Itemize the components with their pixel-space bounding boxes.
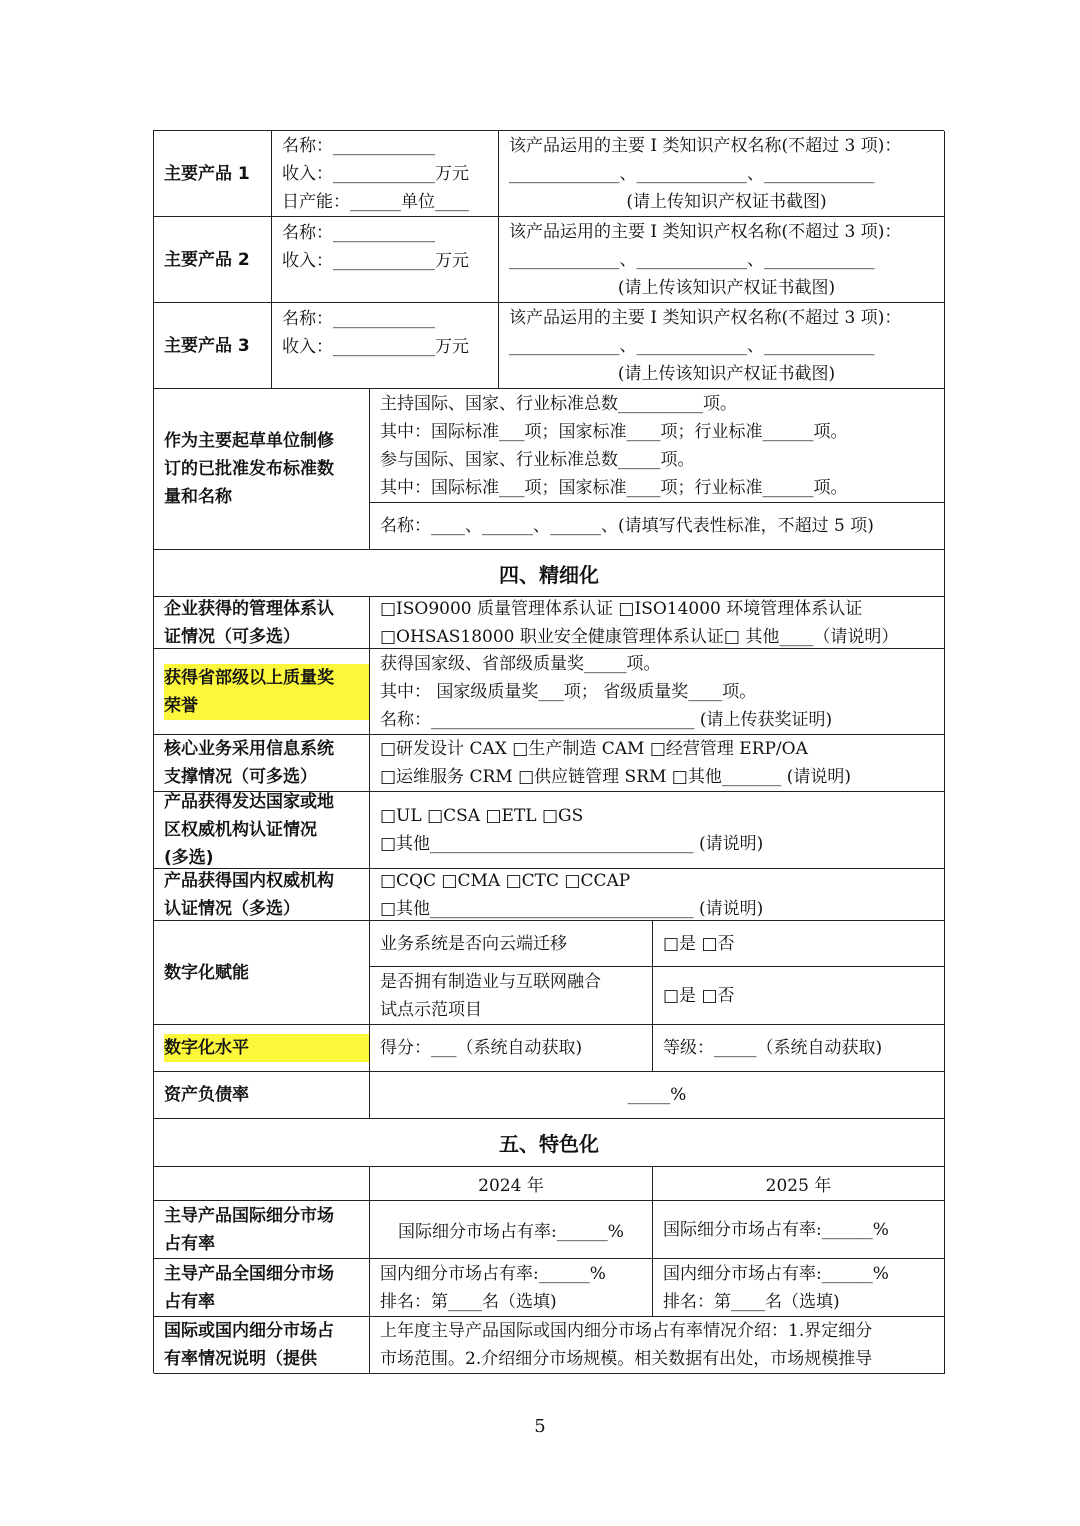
digital-empowerment-label: 数字化赋能 bbox=[154, 921, 370, 1025]
digital-level-grade: 等级：_____（系统自动获取) bbox=[653, 1025, 945, 1072]
product-3-info[interactable]: 名称：____________ 收入：____________万元 bbox=[272, 303, 499, 389]
debt-ratio-label: 资产负债率 bbox=[154, 1072, 370, 1119]
cloud-migration-yes-no[interactable]: □是 □否 bbox=[653, 921, 945, 967]
section-4-heading: 四、精细化 bbox=[154, 550, 945, 597]
standards-names[interactable]: 名称：____、______、______、(请填写代表性标准，不超过 5 项) bbox=[370, 503, 945, 550]
info-system-label: 核心业务采用信息系统 支撑情况（可多选） bbox=[154, 735, 370, 792]
product-1-label: 主要产品 1 bbox=[154, 131, 272, 217]
standards-counts[interactable]: 主持国际、国家、行业标准总数__________项。 其中：国际标准___项；国家标准____项；行业标准______项。 参与国际、国家、行业标准总数_____项。 其中：国际标准___项；国家标准____项；行业标准______项。 bbox=[370, 389, 945, 503]
quality-award-label: 获得省部级以上质量奖 荣誉 bbox=[154, 649, 370, 735]
foreign-cert-label: 产品获得发达国家或地 区权威机构认证情况 (多选) bbox=[154, 792, 370, 869]
section-5-heading: 五、特色化 bbox=[154, 1119, 945, 1167]
national-share-2024[interactable]: 国内细分市场占有率:______% 排名：第____名（选填) bbox=[370, 1259, 653, 1317]
quality-award-info[interactable]: 获得国家级、省部级质量奖_____项。 其中： 国家级质量奖___项； 省级质量奖____项。 名称：_______________________________ (请上传获奖证明) bbox=[370, 649, 945, 735]
product-2-info[interactable]: 名称：____________ 收入：____________万元 bbox=[272, 217, 499, 303]
product-2-label: 主要产品 2 bbox=[154, 217, 272, 303]
intl-share-2024[interactable]: 国际细分市场占有率:______% bbox=[370, 1201, 653, 1259]
product-1-ip[interactable]: 该产品运用的主要 I 类知识产权名称(不超过 3 项)： _____________、_____________、_____________ (请上传知识产权证书截图) bbox=[499, 131, 945, 217]
product-2-ip[interactable]: 该产品运用的主要 I 类知识产权名称(不超过 3 项)： _____________、_____________、_____________ (请上传该知识产权证书截图) bbox=[499, 217, 945, 303]
info-system-options[interactable]: □研发设计 CAX □生产制造 CAM □经营管理 ERP/OA □运维服务 CRM □供应链管理 SRM □其他_______ (请说明) bbox=[370, 735, 945, 792]
national-share-2025[interactable]: 国内细分市场占有率:______% 排名：第____名（选填) bbox=[653, 1259, 945, 1317]
domestic-cert-label: 产品获得国内权威机构 认证情况（多选） bbox=[154, 869, 370, 921]
page-number: 5 bbox=[534, 1416, 546, 1437]
product-1-info[interactable]: 名称：____________ 收入：____________万元 日产能：______单位____ bbox=[272, 131, 499, 217]
product-3-label: 主要产品 3 bbox=[154, 303, 272, 389]
intl-share-label: 主导产品国际细分市场 占有率 bbox=[154, 1201, 370, 1259]
standards-label: 作为主要起草单位制修 订的已批准发布标准数 量和名称 bbox=[154, 389, 370, 550]
foreign-cert-options[interactable]: □UL □CSA □ETL □GS □其他_______________________________ (请说明) bbox=[370, 792, 945, 869]
year-2024-header: 2024 年 bbox=[370, 1167, 653, 1201]
internet-pilot-question: 是否拥有制造业与互联网融合 试点示范项目 bbox=[370, 967, 653, 1025]
cloud-migration-question: 业务系统是否向云端迁移 bbox=[370, 921, 653, 967]
mgmt-cert-label: 企业获得的管理体系认 证情况（可多选） bbox=[154, 597, 370, 649]
domestic-cert-options[interactable]: □CQC □CMA □CTC □CCAP □其他_______________________________ (请说明) bbox=[370, 869, 945, 921]
internet-pilot-yes-no[interactable]: □是 □否 bbox=[653, 967, 945, 1025]
digital-level-label: 数字化水平 bbox=[154, 1025, 370, 1072]
share-explanation-text[interactable]: 上年度主导产品国际或国内细分市场占有率情况介绍：1.界定细分 市场范围。2.介绍细分市场规模。相关数据有出处，市场规模推导 bbox=[370, 1317, 945, 1374]
product-3-ip[interactable]: 该产品运用的主要 I 类知识产权名称(不超过 3 项)： _____________、_____________、_____________ (请上传该知识产权证书截图) bbox=[499, 303, 945, 389]
year-2025-header: 2025 年 bbox=[653, 1167, 945, 1201]
share-explanation-label: 国际或国内细分市场占 有率情况说明（提供 bbox=[154, 1317, 370, 1374]
mgmt-cert-options[interactable]: □ISO9000 质量管理体系认证 □ISO14000 环境管理体系认证 □OHSAS18000 职业安全健康管理体系认证□ 其他____（请说明） bbox=[370, 597, 945, 649]
national-share-label: 主导产品全国细分市场 占有率 bbox=[154, 1259, 370, 1317]
digital-level-score: 得分：___（系统自动获取) bbox=[370, 1025, 653, 1072]
debt-ratio-value[interactable]: _____% bbox=[370, 1072, 945, 1119]
intl-share-2025[interactable]: 国际细分市场占有率:______% bbox=[653, 1201, 945, 1259]
form-table bbox=[153, 130, 944, 1373]
year-header-blank bbox=[154, 1167, 370, 1201]
